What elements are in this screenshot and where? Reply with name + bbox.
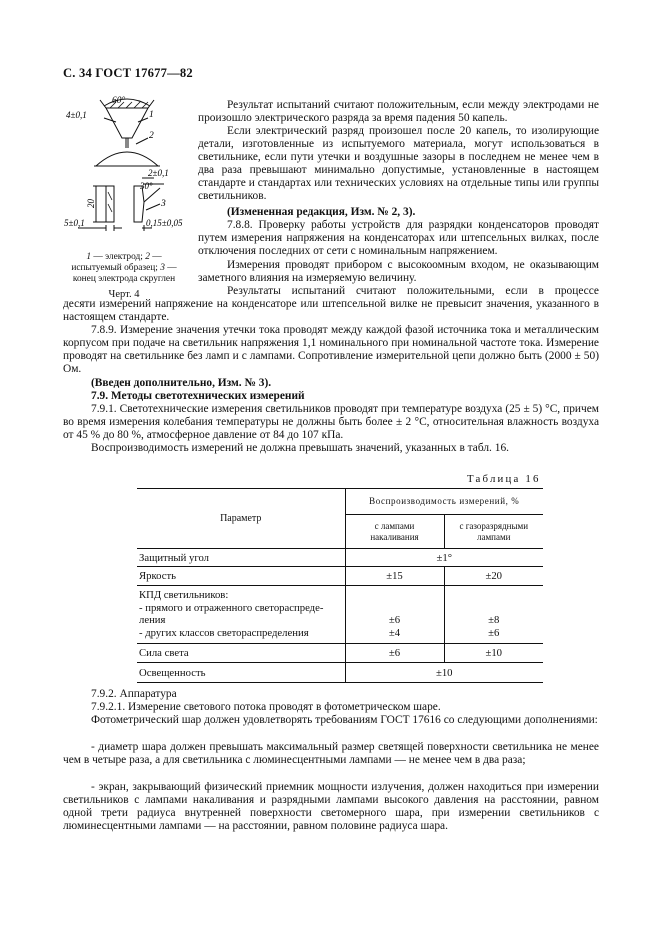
paragraph-result: Результат испытаний считают положительным, если между электродами не произошло электрического разряда за время падения 50 капель. xyxy=(198,99,599,124)
row-brightness-v1: ±15 xyxy=(345,567,444,586)
table-row xyxy=(137,586,543,644)
table-16 xyxy=(137,488,543,683)
label-3: 3 xyxy=(161,199,166,209)
paragraph-7-8-8: 7.8.8. Проверку работы устройств для разрядки конденсаторов проводят путем измерения напряжения на конденсаторах или штепсельных вилках, после отключения последних от сети с номинальным напряжением. xyxy=(198,219,599,257)
row-illuminance-label: Освещенность xyxy=(137,663,345,683)
section-7-9-heading: 7.9. Методы светотехнических измерений xyxy=(91,390,305,402)
table-row xyxy=(137,549,543,567)
paragraph-results-end: десяти измерений напряжение на конденсаторе или штепсельной вилке не превысит значения, указанного в настоящем стандарте. xyxy=(63,298,599,323)
row-brightness-label: Яркость xyxy=(137,567,345,586)
paragraph-7-9-1: 7.9.1. Светотехнические измерения светильников проводят при температуре воздуха (25 ± 5) °С, причем во время измерения колебания температуры не должны быть более ± 2 °С, относительная влажность воздуха от 45 % до 80 %, атмосферное давление от 84 до 107 кПа. xyxy=(63,403,599,441)
dim-60: 60° xyxy=(112,96,126,106)
row-intensity-label: Сила света xyxy=(137,644,345,663)
row-efficiency-b2: ±6 xyxy=(488,626,500,639)
paragraph-results-start: Результаты испытаний считают положительными, если в процессе xyxy=(227,285,599,297)
label-2: 2 xyxy=(149,131,154,141)
row-protective-angle-value: ±1° xyxy=(436,551,452,564)
paragraph-sphere-diameter: - диаметр шара должен превышать максимальный размер светящей поверхности светильника не менее чем в четыре раза, а для светильника с люминесцентными лампами — не менее чем в два раза; xyxy=(63,741,599,766)
paragraph-photometric-sphere: Фотометрический шар должен удовлетворять требованиям ГОСТ 17616 со следующими дополнениями: xyxy=(91,714,598,726)
row-efficiency-a2: ±4 xyxy=(388,626,401,639)
row-illuminance-value: ±10 xyxy=(435,666,453,679)
dim-30: 30° xyxy=(140,181,153,191)
row-efficiency-direct: - прямого и отраженного светораспреде- xyxy=(139,601,324,614)
dim-015: 0,15±0,05 xyxy=(146,218,183,228)
row-brightness-v2: ±20 xyxy=(485,570,503,582)
paragraph-amendment-2: (Введен дополнительно, Изм. № 3). xyxy=(91,377,272,389)
label-1: 1 xyxy=(149,110,154,120)
row-intensity-v1: ±6 xyxy=(345,644,444,663)
row-efficiency-other: - других классов светораспределения xyxy=(139,626,309,639)
electrode-drawing xyxy=(60,92,190,252)
dim-2: 2±0,1 xyxy=(148,168,169,178)
table-col-incandescent: с лампами накаливания xyxy=(345,515,444,549)
table-param-header: Параметр xyxy=(137,489,345,549)
figure-label: Черт. 4 xyxy=(108,289,140,300)
row-efficiency-title: КПД светильников: xyxy=(139,589,229,601)
paragraph-screen: - экран, закрывающий физический приемник мощности излучения, должен находиться при измерении светильников с лампами накаливания и разрядными лампами высокого давления на расстоянии, равном одной трети радиуса внутренней поверхности светомерного шара, при измерении светильников с люминесцентными лампами — на расстоянии, равном половине радиуса шара. xyxy=(63,781,599,832)
dim-20: 20 xyxy=(86,199,96,208)
paragraph-reproducibility: Воспроизводимость измерений не должна превышать значений, указанных в табл. 16. xyxy=(91,442,509,454)
paragraph-measurements: Измерения проводят прибором с высокоомным входом, не оказывающим заметного влияния на измеряемую величину. xyxy=(198,259,599,284)
paragraph-7-8-9: 7.8.9. Измерение значения утечки тока проводят между каждой фазой источника тока и металлическим корпусом при подаче на светильник напряжения 1,1 номинального при номинальной частоте тока. Измерение проводят на светильнике без ламп и с лампами. Сопротивление измерительной цепи должно быть (2000 ± 50) Ом. xyxy=(63,324,599,375)
paragraph-7-9-2-1: 7.9.2.1. Измерение светового потока проводят в фотометрическом шаре. xyxy=(91,701,441,713)
figure-caption: 1 — электрод; 2 — испытуемый образец; 3 — конец электрода скруглен xyxy=(71,252,177,285)
row-efficiency-b1: ±8 xyxy=(488,614,500,626)
paragraph-amendment-1: (Измененная редакция, Изм. № 2, 3). xyxy=(227,206,416,218)
table-group-header: Воспроизводимость измерений, % xyxy=(345,489,543,515)
row-efficiency-direct-cont: ления xyxy=(139,614,166,626)
table-caption: Таблица 16 xyxy=(467,473,541,485)
row-efficiency-a1: ±6 xyxy=(388,614,401,626)
table-row xyxy=(137,644,543,663)
paragraph-discharge: Если электрический разряд произошел после 20 капель, то изолирующие детали, изготовленные из испытуемого материала, могут использоваться в светильнике, если пути утечки и воздушные зазоры в последнем не менее чем в два раза превышают минимально допустимые, установленные в настоящем стандарте и стандартах или технических условиях на отдельные типы или группы светильников. xyxy=(198,125,599,202)
row-protective-angle-label: Защитный угол xyxy=(137,549,345,567)
dim-4: 4±0,1 xyxy=(66,110,87,120)
figure-4 xyxy=(60,92,190,332)
dim-5: 5±0,1 xyxy=(64,218,85,228)
table-row xyxy=(137,567,543,586)
row-intensity-v2: ±10 xyxy=(485,647,503,659)
table-row xyxy=(137,663,543,683)
heading-7-9-2: 7.9.2. Аппаратура xyxy=(91,688,177,700)
table-col-discharge: с газоразрядными лампами xyxy=(459,520,529,542)
page-header: С. 34 ГОСТ 17677—82 xyxy=(63,66,193,80)
